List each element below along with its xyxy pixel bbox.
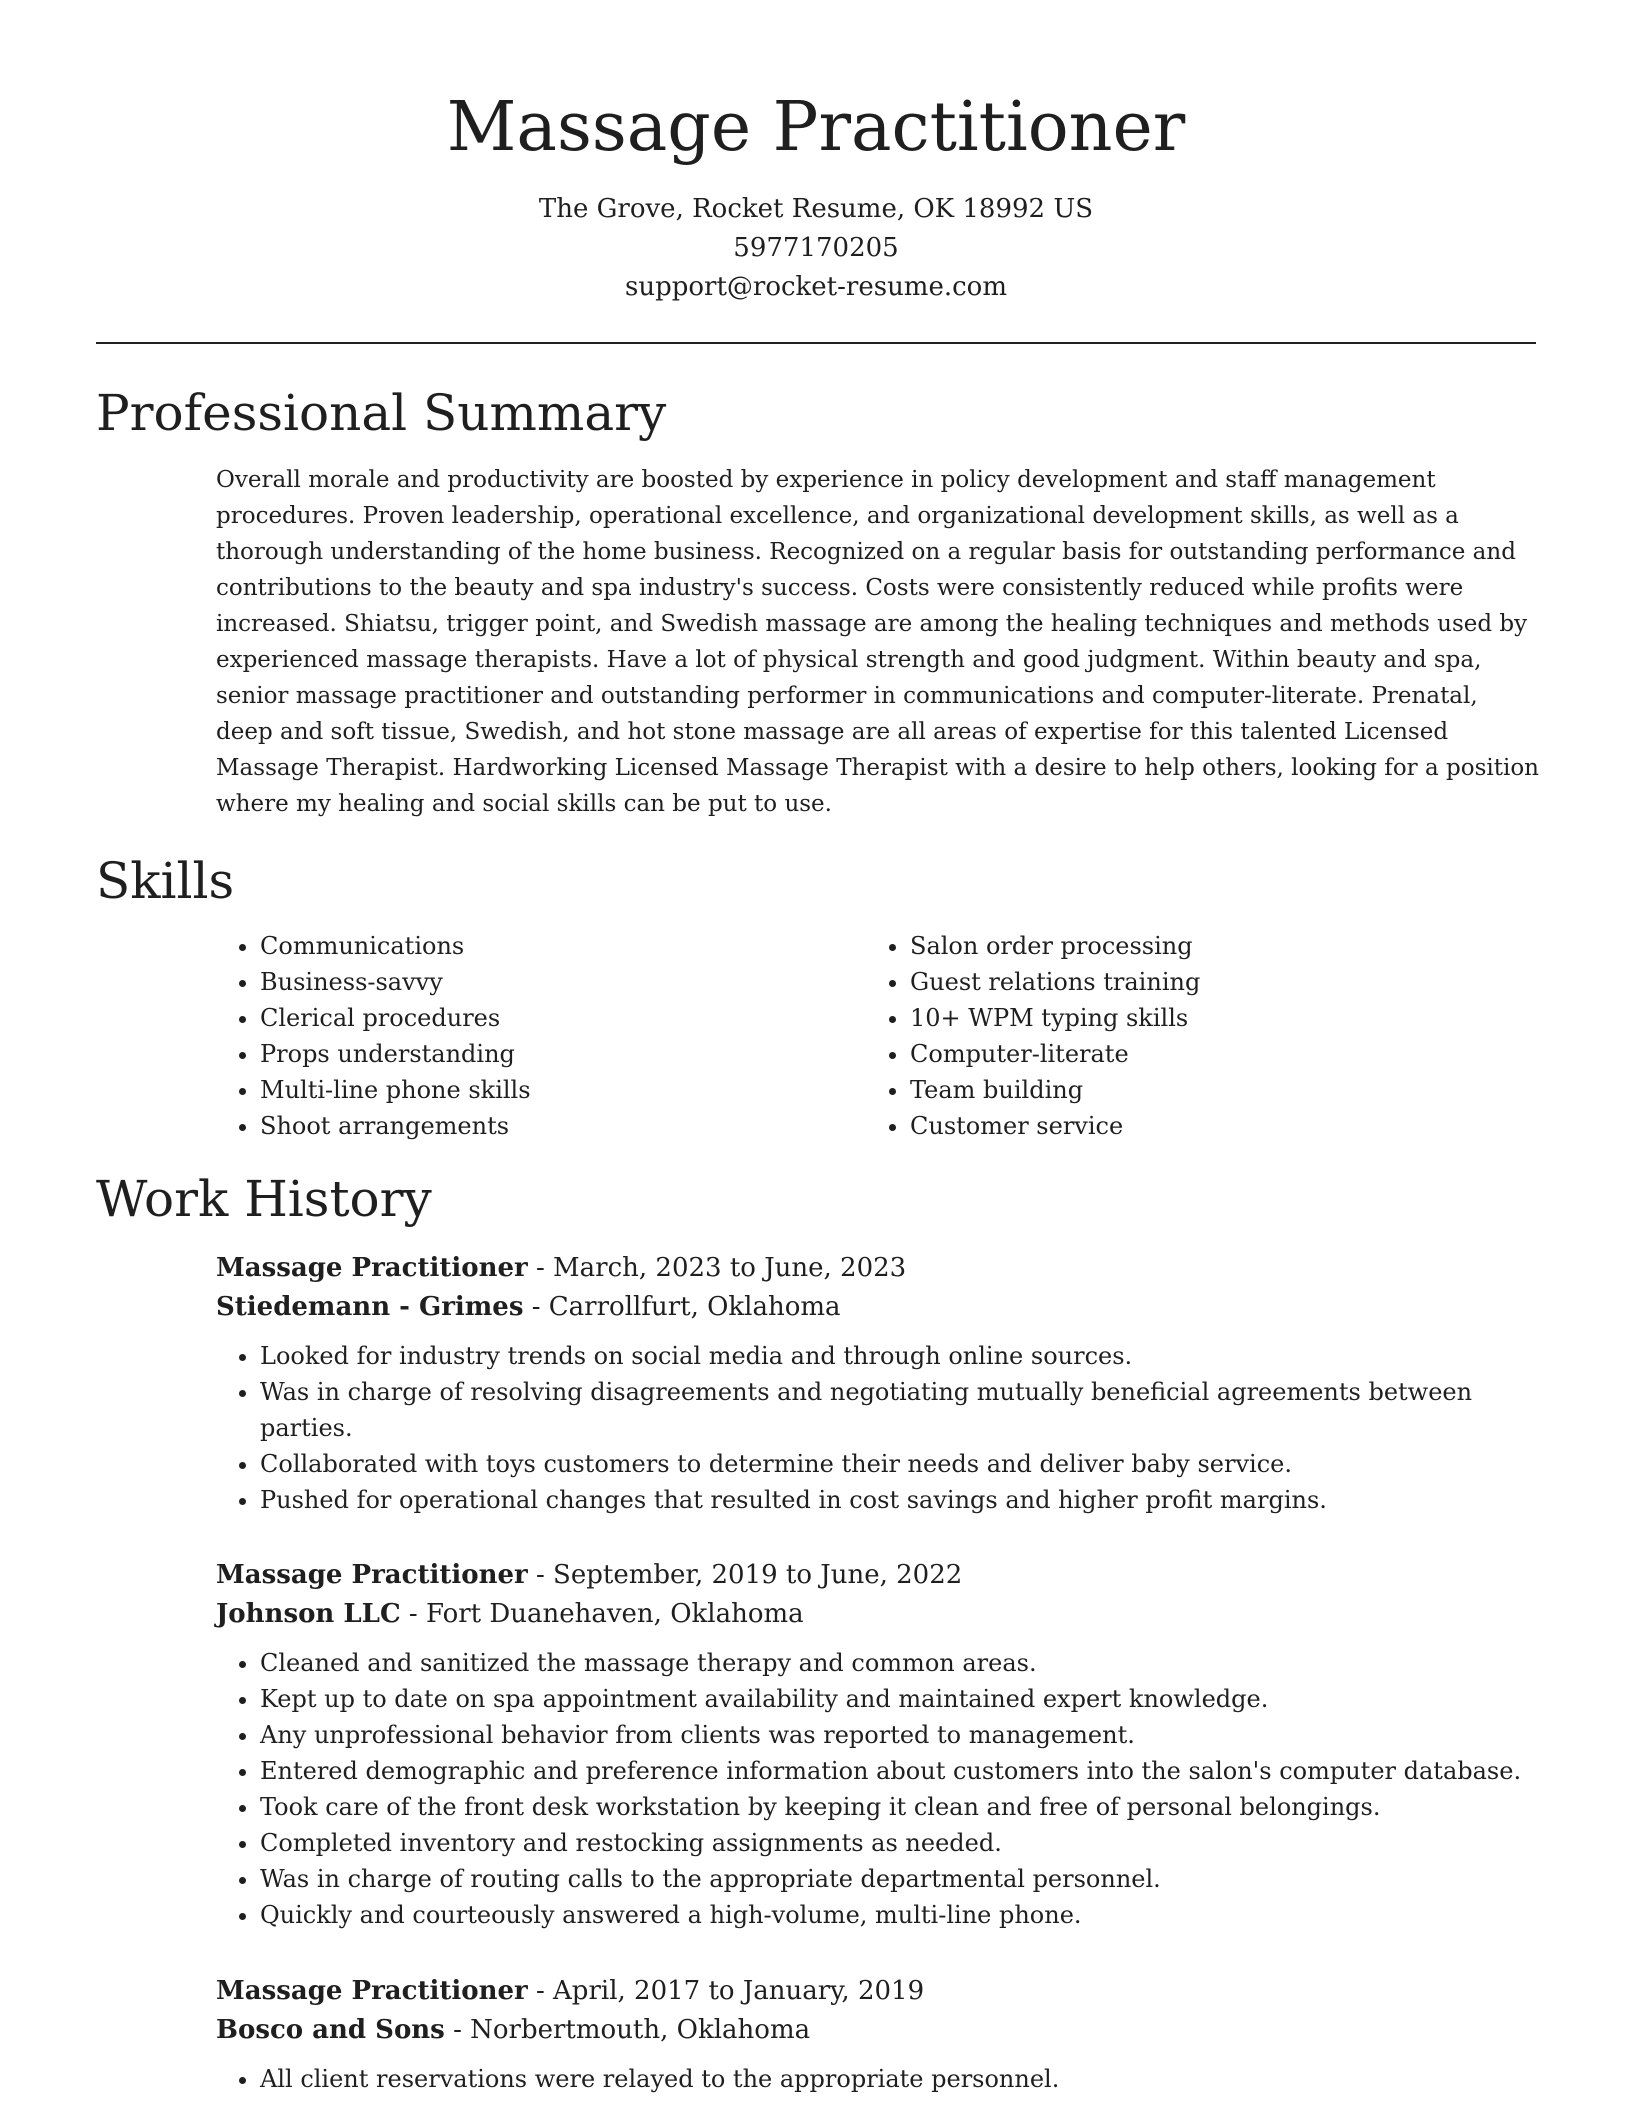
skill-item: • Business-savvy xyxy=(260,964,866,1000)
job-bullet: • Was in charge of routing calls to the appropriate departmental personnel. xyxy=(260,1861,1536,1897)
job-bullet: • Was in charge of resolving disagreements and negotiating mutually beneficial agreements between parties. xyxy=(260,1374,1536,1446)
address: The Grove, Rocket Resume, OK 18992 US xyxy=(538,194,1094,224)
email: support@rocket-resume.com xyxy=(624,272,1007,302)
job-entry xyxy=(216,1248,1536,1518)
job-role: Massage Practitioner xyxy=(216,1253,528,1283)
job-title-line xyxy=(216,1555,1536,1595)
job-dates: - April, 2017 to January, 2019 xyxy=(527,1976,925,2006)
skill-item: • Props understanding xyxy=(260,1036,866,1072)
skill-item: • Communications xyxy=(260,928,866,964)
phone: 5977170205 xyxy=(733,233,899,263)
job-location: - Fort Duanehaven, Oklahoma xyxy=(400,1599,804,1629)
job-bullet: • Entered demographic and preference information about customers into the salon's computer database. xyxy=(260,1753,1536,1789)
job-bullet: • Collaborated with toys customers to determine their needs and deliver baby service. xyxy=(260,1446,1536,1482)
job-bullet: • All client reservations were relayed to the appropriate personnel. xyxy=(260,2061,1536,2097)
skills-heading: Skills xyxy=(96,852,235,910)
summary-text: Overall morale and productivity are boosted by experience in policy development and staff management procedures. Proven leadership, operational excellence, and organizational development skills, as well as a thorough understanding of the home business. Recognized on a regular basis for outstanding performance and contributions to the beauty and spa industry's success. Costs were consistently reduced while profits were increased. Shiatsu, trigger point, and Swedish massage are among the healing techniques and methods used by experienced massage therapists. Have a lot of physical strength and good judgment. Within beauty and spa, senior massage practitioner and outstanding performer in communications and computer-literate. Prenatal, deep and soft tissue, Swedish, and hot stone massage are all areas of expertise for this talented Licensed Massage Therapist. Hardworking Licensed Massage Therapist with a desire to help others, looking for a position where my healing and social skills can be put to use. xyxy=(216,467,1539,817)
job-company-line xyxy=(216,1288,1536,1326)
job-bullet: • Quickly and courteously answered a high-volume, multi-line phone. xyxy=(260,1897,1536,1933)
job-bullet: • Took care of the front desk workstation by keeping it clean and free of personal belongings. xyxy=(260,1789,1536,1825)
skill-item: • Shoot arrangements xyxy=(260,1108,866,1144)
skill-item: • Multi-line phone skills xyxy=(260,1072,866,1108)
job-dates: - September, 2019 to June, 2022 xyxy=(527,1560,963,1590)
skill-item: • Team building xyxy=(910,1072,1516,1108)
job-bullet: • Pushed for operational changes that resulted in cost savings and higher profit margins. xyxy=(260,1482,1536,1518)
skill-item: • Guest relations training xyxy=(910,964,1516,1000)
summary-heading: Professional Summary xyxy=(96,384,667,442)
skill-item: • Salon order processing xyxy=(910,928,1516,964)
work-history-heading: Work History xyxy=(96,1170,432,1228)
skill-item: • Customer service xyxy=(910,1108,1516,1144)
job-role: Massage Practitioner xyxy=(216,1560,528,1590)
skills-column-right xyxy=(866,928,1516,1144)
job-bullets xyxy=(216,2061,1536,2097)
job-company: Stiedemann - Grimes xyxy=(216,1292,524,1322)
skill-item: • Computer-literate xyxy=(910,1036,1516,1072)
job-title-line xyxy=(216,1248,1536,1288)
job-bullet: • Completed inventory and restocking assignments as needed. xyxy=(260,1825,1536,1861)
job-bullet: • Cleaned and sanitized the massage therapy and common areas. xyxy=(260,1645,1536,1681)
job-bullet: • Kept up to date on spa appointment availability and maintained expert knowledge. xyxy=(260,1681,1536,1717)
job-company-line xyxy=(216,2011,1536,2049)
job-company-line xyxy=(216,1595,1536,1633)
job-role: Massage Practitioner xyxy=(216,1976,528,2006)
resume-header xyxy=(96,80,1536,307)
job-company: Johnson LLC xyxy=(216,1599,401,1629)
skills-list xyxy=(216,928,1536,1144)
job-location: - Norbertmouth, Oklahoma xyxy=(444,2015,811,2045)
job-title-line xyxy=(216,1971,1536,2011)
job-bullet: • Looked for industry trends on social media and through online sources. xyxy=(260,1338,1536,1374)
job-bullet: • Any unprofessional behavior from clients was reported to management. xyxy=(260,1717,1536,1753)
job-entry xyxy=(216,1971,1536,2097)
job-company: Bosco and Sons xyxy=(216,2015,445,2045)
skill-item: • 10+ WPM typing skills xyxy=(910,1000,1516,1036)
header-divider xyxy=(96,342,1536,344)
skill-item: • Clerical procedures xyxy=(260,1000,866,1036)
skills-column-left xyxy=(216,928,866,1144)
job-bullets xyxy=(216,1338,1536,1518)
candidate-name: Massage Practitioner xyxy=(446,88,1186,167)
job-entry xyxy=(216,1555,1536,1933)
job-bullets xyxy=(216,1645,1536,1933)
job-location: - Carrollfurt, Oklahoma xyxy=(523,1292,841,1322)
job-dates: - March, 2023 to June, 2023 xyxy=(527,1253,907,1283)
